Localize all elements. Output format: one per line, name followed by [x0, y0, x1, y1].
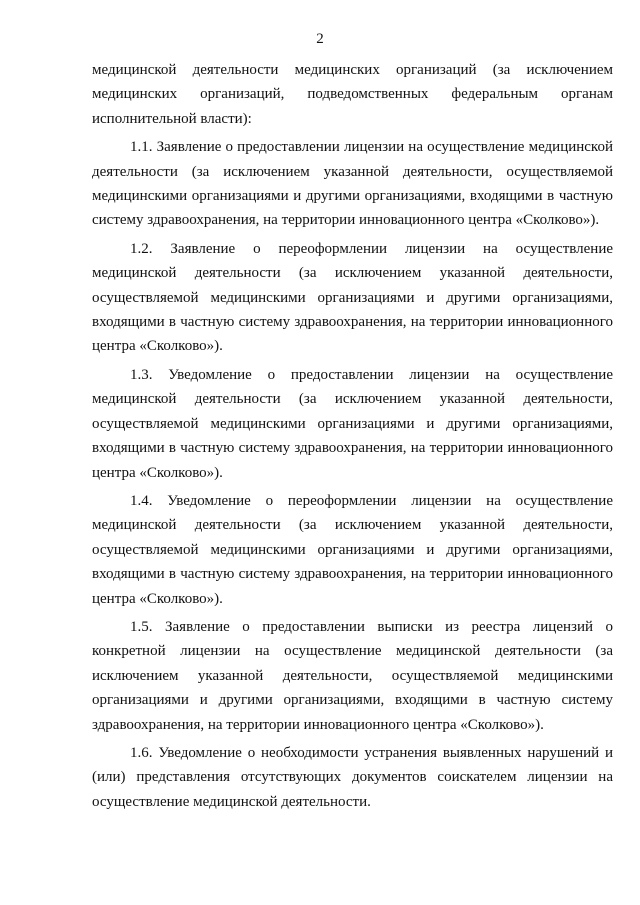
document-body — [92, 58, 613, 818]
paragraph-1-4: 1.4. Уведомление о переоформлении лицензии на осуществление медицинской деятельности (за исключением указанной деятельности, осуществляемой медицинскими организациями и другими организациями, входящими в частную систему здравоохранения, на территории инновационного центра «Сколково»). — [92, 492, 613, 607]
page-number: 2 — [316, 31, 324, 47]
paragraph-1-2: 1.2. Заявление о переоформлении лицензии на осуществление медицинской деятельности (за исключением указанной деятельности, осуществляемой медицинскими организациями и другими организациями, входящими в частную систему здравоохранения, на территории инновационного центра «Сколково»). — [92, 240, 613, 355]
paragraph-1-1: 1.1. Заявление о предоставлении лицензии на осуществление медицинской деятельности (за исключением указанной деятельности, осуществляемой медицинскими организациями и другими организациями, входящими в частную систему здравоохранения, на территории инновационного центра «Сколково»). — [92, 139, 613, 229]
paragraph-1-3: 1.3. Уведомление о предоставлении лицензии на осуществление медицинской деятельности (за исключением указанной деятельности, осуществляемой медицинскими организациями и другими организациями, входящими в частную систему здравоохранения, на территории инновационного центра «Сколково»). — [92, 366, 613, 481]
paragraph-1-5: 1.5. Заявление о предоставлении выписки из реестра лицензий о конкретной лицензии на осуществление медицинской деятельности (за исключением указанной деятельности, осуществляемой медицинскими организациями и другими организациями, входящими в частную систему здравоохранения, на территории инновационного центра «Сколково»). — [92, 618, 613, 733]
paragraph-intro: медицинской деятельности медицинских организаций (за исключением медицинских организаций, подведомственных федеральным органам исполнительной власти): — [92, 62, 613, 127]
paragraph-1-6: 1.6. Уведомление о необходимости устранения выявленных нарушений и (или) представления отсутствующих документов соискателем лицензии на осуществление медицинской деятельности. — [92, 744, 613, 810]
